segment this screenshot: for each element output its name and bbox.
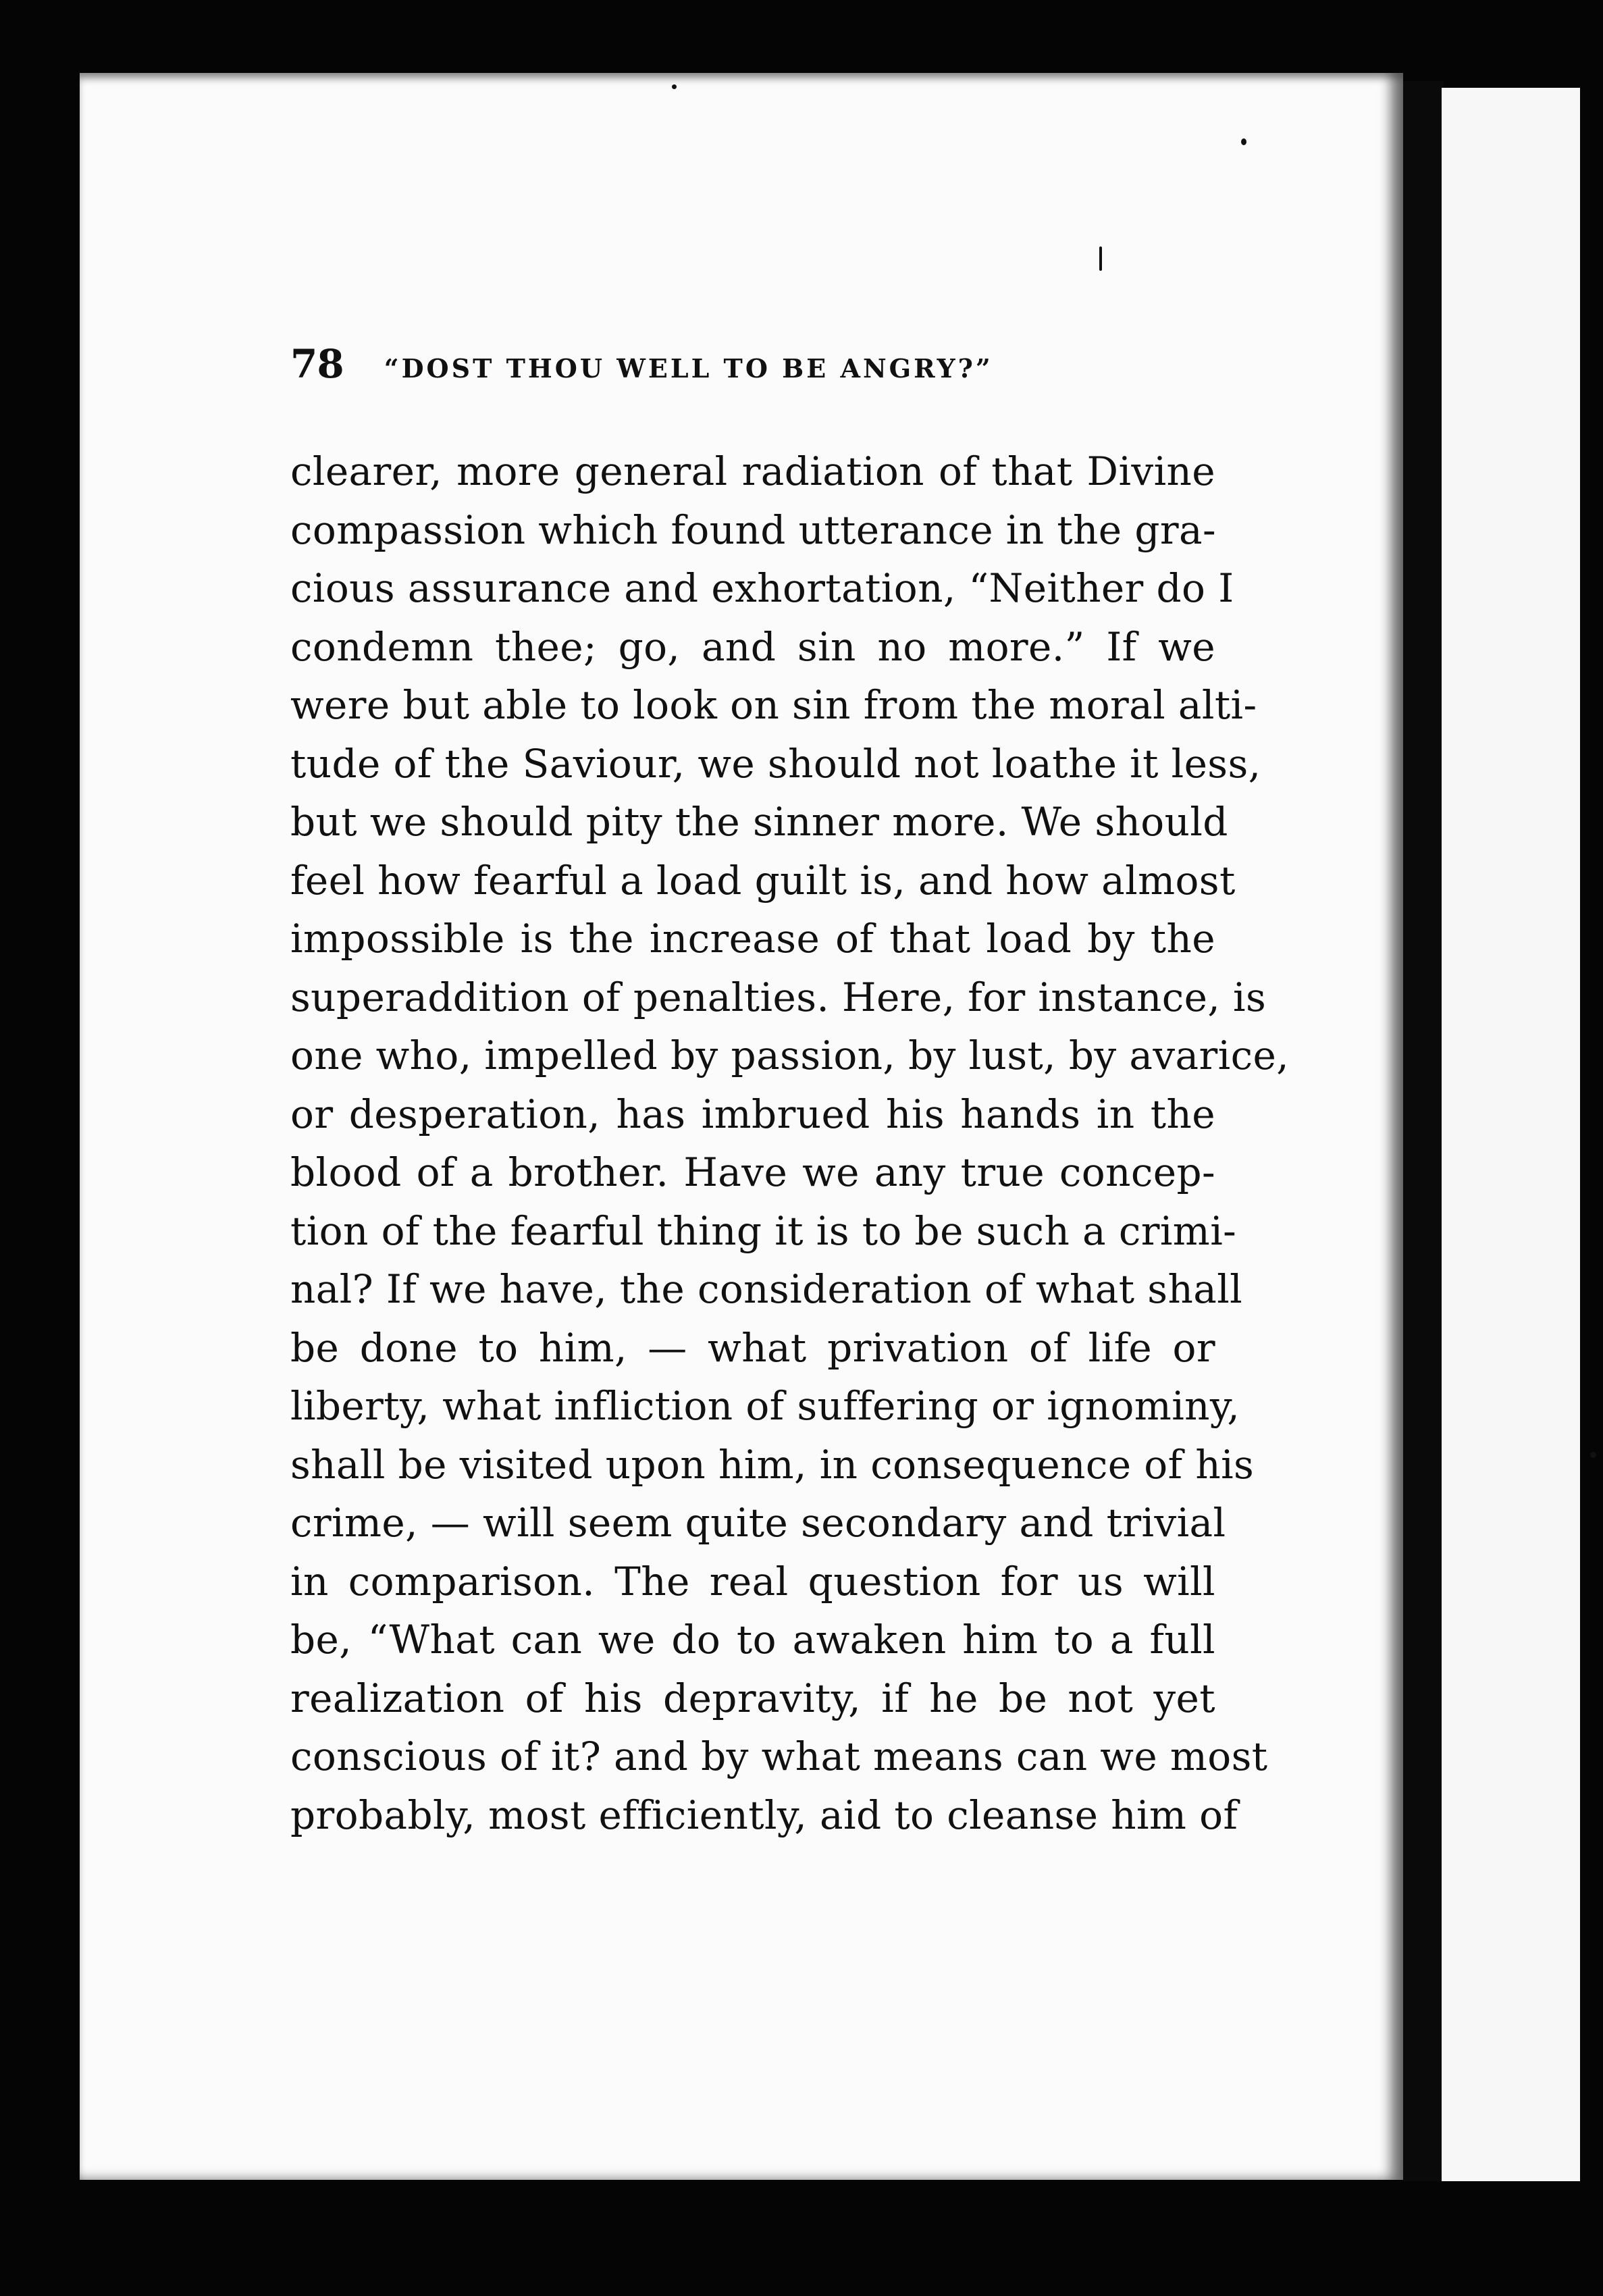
text-line: or desperation, has imbrued his hands in the bbox=[290, 1091, 1215, 1137]
text-line: probably, most efficiently, aid to cleanse him of bbox=[290, 1792, 1238, 1838]
text-line: in comparison. The real question for us will bbox=[290, 1558, 1215, 1604]
text-line: conscious of it? and by what means can we most bbox=[290, 1733, 1268, 1779]
text-line: clearer, more general radiation of that Divine bbox=[290, 448, 1215, 494]
text-line: liberty, what infliction of suffering or ignominy, bbox=[290, 1383, 1240, 1429]
text-line: one who, impelled by passion, by lust, by avarice, bbox=[290, 1033, 1290, 1078]
scan-speck bbox=[1590, 1452, 1596, 1458]
page-number: 78 bbox=[290, 341, 344, 387]
text-line: compassion which found utterance in the gra- bbox=[290, 506, 1216, 553]
text-line: be done to him, — what privation of life or bbox=[290, 1324, 1215, 1371]
text-line: but we should pity the sinner more. We should bbox=[290, 799, 1228, 845]
page-content bbox=[290, 341, 1290, 1844]
scan-speck bbox=[1099, 246, 1102, 271]
text-line: were but able to look on sin from the moral alti- bbox=[290, 682, 1257, 728]
text-line: crime, — will seem quite secondary and trivial bbox=[290, 1500, 1226, 1546]
text-line: nal? If we have, the consideration of what shall bbox=[290, 1266, 1243, 1312]
text-line: cious assurance and exhortation, “Neither do I bbox=[290, 565, 1234, 611]
book-gutter bbox=[1403, 81, 1444, 2181]
running-head bbox=[290, 341, 1215, 402]
text-line: be, “What can we do to awaken him to a full bbox=[290, 1617, 1215, 1663]
text-line: realization of his depravity, if he be not yet bbox=[290, 1675, 1215, 1721]
text-line: feel how fearful a load guilt is, and how almost bbox=[290, 857, 1236, 904]
text-line: impossible is the increase of that load by the bbox=[290, 916, 1215, 962]
text-line: tion of the fearful thing it is to be such a crimi- bbox=[290, 1207, 1237, 1254]
text-line: superaddition of penalties. Here, for instance, is bbox=[290, 974, 1267, 1020]
scan-speck bbox=[672, 84, 677, 89]
facing-page-edge bbox=[1442, 88, 1580, 2181]
text-line: shall be visited upon him, in consequence of his bbox=[290, 1441, 1255, 1488]
scan-speck bbox=[1241, 138, 1246, 145]
text-line: blood of a brother. Have we any true concep- bbox=[290, 1149, 1215, 1195]
text-line: tude of the Saviour, we should not loathe it less, bbox=[290, 740, 1261, 787]
body-text bbox=[290, 442, 1290, 1844]
running-title: “DOST THOU WELL TO BE ANGRY?” bbox=[384, 353, 993, 384]
text-line: condemn thee; go, and sin no more.” If we bbox=[290, 623, 1215, 670]
